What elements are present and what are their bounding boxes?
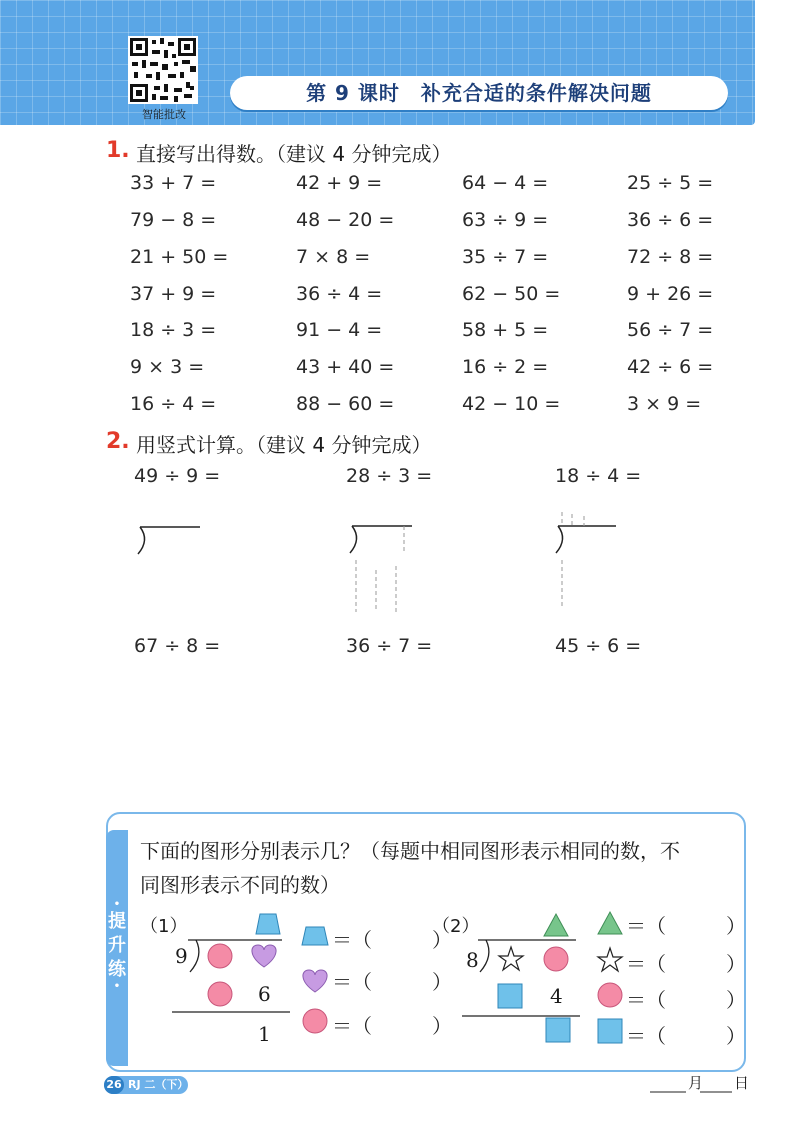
q1-expr: 33 + 7 = (130, 172, 217, 194)
square-shape (498, 984, 522, 1008)
q1-expr: 58 + 5 = (462, 319, 549, 341)
q1-expr: 7 × 8 = (296, 246, 371, 268)
part1-label: （1） (140, 916, 188, 937)
part2-label: （2） (432, 916, 480, 937)
practice-tab-label: • 提升练 • (108, 899, 126, 992)
q1-expr: 9 + 26 = (627, 283, 714, 305)
q1-expr: 18 ÷ 3 = (130, 319, 217, 341)
edition-label: RJ 二（下） (128, 1078, 189, 1091)
q2-number: 2. (106, 429, 130, 454)
q2-prompt: 用竖式计算。（建议 4 分钟完成） (136, 433, 432, 457)
heart-shape (303, 970, 327, 992)
trapezoid-shape (256, 914, 280, 934)
triangle-shape (544, 914, 568, 936)
q1-expr: 16 ÷ 4 = (130, 393, 217, 415)
q1-expr: 9 × 3 = (130, 356, 205, 378)
qr-caption: 智能批改 (142, 108, 186, 121)
lesson-title: 第 9 课时 补充合适的条件解决问题 (306, 81, 652, 105)
part1-divisor: 9 (175, 944, 188, 968)
q1-expr: 43 + 40 = (296, 356, 395, 378)
practice-tab-text: 提升练 (108, 911, 126, 980)
q2-expr: 67 ÷ 8 = (134, 635, 221, 657)
part1-product-digit: 6 (258, 982, 271, 1006)
day-label: 日 (734, 1074, 750, 1092)
q1-prompt: 直接写出得数。（建议 4 分钟完成） (136, 142, 452, 166)
q1-expr: 42 − 10 = (462, 393, 561, 415)
q1-expr: 16 ÷ 2 = (462, 356, 549, 378)
answer-blank[interactable]: ＝（ ） (626, 914, 746, 938)
answer-blank[interactable]: ＝（ ） (332, 928, 452, 952)
triangle-shape (598, 912, 622, 934)
star-shape (598, 948, 622, 971)
part1-remainder: 1 (258, 1022, 271, 1046)
q1-expr: 35 ÷ 7 = (462, 246, 549, 268)
circle-shape (208, 944, 232, 968)
q2-expr: 28 ÷ 3 = (346, 465, 433, 487)
q1-expr: 48 − 20 = (296, 209, 395, 231)
answer-blank[interactable]: ＝（ ） (332, 1014, 452, 1038)
page-number: 26 (104, 1076, 124, 1094)
q1-expr: 56 ÷ 7 = (627, 319, 714, 341)
q1-expr: 42 ÷ 6 = (627, 356, 714, 378)
month-label: 月 (688, 1074, 704, 1092)
q2-expr: 36 ÷ 7 = (346, 635, 433, 657)
q2-expr: 45 ÷ 6 = (555, 635, 642, 657)
q2-expr: 18 ÷ 4 = (555, 465, 642, 487)
q1-expr: 62 − 50 = (462, 283, 561, 305)
part2-divisor: 8 (466, 948, 479, 972)
answer-blank[interactable]: ＝（ ） (626, 988, 746, 1012)
q1-expr: 3 × 9 = (627, 393, 702, 415)
q1-expr: 25 ÷ 5 = (627, 172, 714, 194)
circle-shape (598, 983, 622, 1007)
heart-shape (252, 945, 276, 967)
q1-expr: 79 − 8 = (130, 209, 217, 231)
practice-question-line1: 下面的图形分别表示几？（每题中相同图形表示相同的数，不 (140, 839, 680, 863)
answer-blank[interactable]: ＝（ ） (332, 970, 452, 994)
q1-expr: 88 − 60 = (296, 393, 395, 415)
q1-expr: 91 − 4 = (296, 319, 383, 341)
q1-expr: 36 ÷ 6 = (627, 209, 714, 231)
q1-expr: 37 + 9 = (130, 283, 217, 305)
circle-shape (303, 1009, 327, 1033)
square-shape (546, 1018, 570, 1042)
answer-blank[interactable]: ＝（ ） (626, 952, 746, 976)
circle-shape (208, 982, 232, 1006)
q1-expr: 63 ÷ 9 = (462, 209, 549, 231)
q1-expr: 36 ÷ 4 = (296, 283, 383, 305)
q1-expr: 21 + 50 = (130, 246, 229, 268)
q1-number: 1. (106, 138, 130, 163)
part2-product-digit: 4 (550, 984, 563, 1008)
practice-question-line2: 同图形表示不同的数） (140, 873, 340, 897)
q1-expr: 64 − 4 = (462, 172, 549, 194)
star-shape (499, 947, 523, 970)
q1-expr: 72 ÷ 8 = (627, 246, 714, 268)
q1-expr: 42 + 9 = (296, 172, 383, 194)
q2-expr: 49 ÷ 9 = (134, 465, 221, 487)
square-shape (598, 1019, 622, 1043)
answer-blank[interactable]: ＝（ ） (626, 1024, 746, 1048)
trapezoid-shape (302, 927, 328, 945)
circle-shape (544, 947, 568, 971)
